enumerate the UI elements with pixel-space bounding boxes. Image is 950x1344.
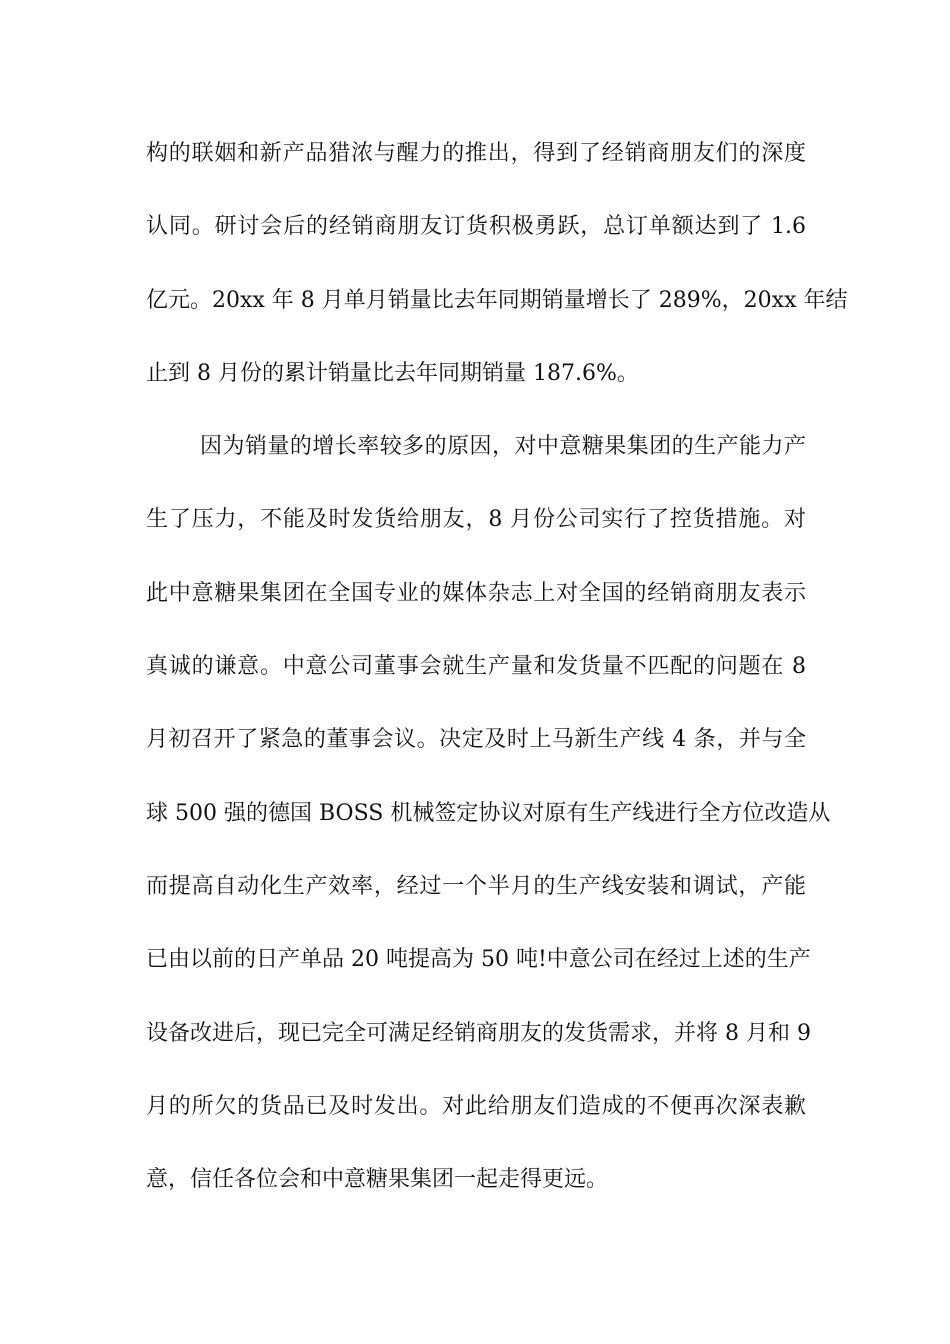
paragraph-1-line-2: 认同。研讨会后的经销商朋友订货积极勇跃，总订单额达到了 1.6 [146,214,806,240]
paragraph-1-line-4: 止到 8 月份的累计销量比去年同期销量 187.6%。 [146,360,639,386]
paragraph-2-line-7: 而提高自动化生产效率，经过一个半月的生产线安装和调试，产能 [146,873,806,899]
paragraph-1-line-3: 亿元。20xx 年 8 月单月销量比去年同期销量增长了 289%，20xx 年结 [146,287,848,313]
paragraph-1-line-1: 构的联姻和新产品猎浓与醒力的推出，得到了经销商朋友们的深度 [146,141,806,166]
paragraph-2-line-6: 球 500 强的德国 BOSS 机械签定协议对原有生产线进行全方位改造从 [146,800,831,826]
paragraph-2-line-10: 月的所欠的货品已及时发出。对此给朋友们造成的不便再次深表歉 [146,1093,806,1119]
document-body [146,124,848,1223]
paragraph-2-line-8: 已由以前的日产单品 20 吨提高为 50 吨!中意公司在经过上述的生产 [146,947,811,973]
paragraph-2-line-5: 月初召开了紧急的董事会议。决定及时上马新生产线 4 条，并与全 [146,727,806,753]
paragraph-2-line-9: 设备改进后，现已完全可满足经销商朋友的发货需求，并将 8 月和 9 [146,1020,811,1046]
paragraph-2-line-1: 因为销量的增长率较多的原因，对中意糖果集团的生产能力产 [200,434,806,460]
paragraph-2-line-4: 真诚的谦意。中意公司董事会就生产量和发货量不匹配的问题在 8 [146,654,806,680]
paragraph-2-line-2: 生了压力，不能及时发货给朋友，8 月份公司实行了控货措施。对 [146,507,806,533]
paragraph-2-line-11: 意，信任各位会和中意糖果集团一起走得更远。 [146,1167,609,1193]
paragraph-2-line-3: 此中意糖果集团在全国专业的媒体杂志上对全国的经销商朋友表示 [146,580,806,606]
